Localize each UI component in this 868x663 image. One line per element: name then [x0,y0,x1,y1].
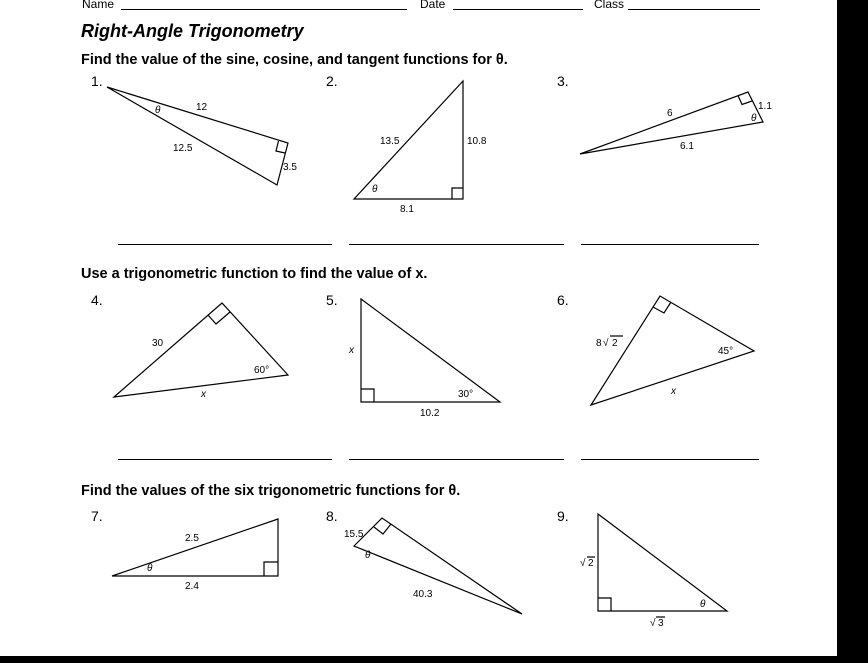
date-label: Date [420,0,446,11]
section-2-instruction: Use a trigonometric function to find the value of x. [81,266,428,282]
problem-4-number: 4. [91,292,103,308]
p7-angle-label: θ [147,563,153,574]
p1-side-short-label: 3.5 [283,162,297,173]
p8-angle-label: θ [365,550,371,561]
p5-unknown-label: x [349,345,354,356]
p8-hypotenuse-label: 40.3 [413,589,433,600]
p4-side-label: 30 [152,338,164,349]
viewer-frame-right [837,0,868,663]
problem-9-number: 9. [557,508,569,524]
triangle-5 [361,299,500,402]
p9-vertical-radicand: 2 [588,558,594,569]
p9-base-radicand: 3 [658,618,664,629]
p9-angle-label: θ [700,599,706,610]
p5-base-label: 10.2 [420,408,440,419]
worksheet-title: Right-Angle Trigonometry [81,21,304,41]
section-1-instruction: Find the value of the sine, cosine, and tangent functions for θ. [81,52,508,68]
p3-angle-label: θ [751,113,757,124]
right-angle-mark-5 [361,389,374,402]
problem-5-number: 5. [326,292,338,308]
p6-radical-sign: √ [603,338,609,349]
p1-angle-label: θ [155,105,161,116]
p9-radical-sign-b: √ [650,618,656,629]
p6-unknown-label: x [671,386,676,397]
viewer-frame-bottom [0,656,868,663]
class-label: Class [594,0,625,11]
triangle-4 [114,303,288,397]
right-angle-mark-8 [374,524,391,534]
p3-vertical-label: 1.1 [758,101,772,112]
right-angle-mark-2 [452,188,463,199]
section-3-instruction: Find the values of the six trigonometric functions for θ. [81,483,461,499]
p2-base-label: 8.1 [400,204,414,215]
p6-side-radicand: 2 [612,338,618,349]
p6-side-coefficient: 8 [596,338,602,349]
problem-2-number: 2. [326,73,338,89]
p4-unknown-label: x [201,389,206,400]
p2-hypotenuse-label: 13.5 [380,136,400,147]
triangle-2 [354,81,463,199]
p2-vertical-label: 10.8 [467,136,487,147]
triangle-9 [598,514,727,611]
problem-7-number: 7. [91,508,103,524]
p1-side-left-label: 12.5 [173,143,193,154]
p3-base-label: 6.1 [680,141,694,152]
p8-side-label: 15.5 [344,529,364,540]
problem-6-number: 6. [557,292,569,308]
p1-side-top-label: 12 [196,102,208,113]
p6-angle-label: 45° [718,346,734,357]
right-angle-mark-9 [598,598,611,611]
problem-3-number: 3. [557,73,569,89]
triangle-8 [354,518,522,614]
p7-base-label: 2.4 [185,581,199,592]
name-label: Name [82,0,115,11]
p7-hypotenuse-label: 2.5 [185,533,199,544]
p5-angle-label: 30° [458,389,474,400]
right-angle-mark-1 [276,141,285,153]
p9-radical-sign-a: √ [580,558,586,569]
right-angle-mark-7 [264,562,278,576]
p2-angle-label: θ [372,184,378,195]
triangle-3 [580,92,763,154]
p3-hypotenuse-label: 6 [667,108,673,119]
p4-angle-label: 60° [254,365,270,376]
problem-1-number: 1. [91,73,103,89]
right-angle-mark-4 [208,312,230,324]
problem-8-number: 8. [326,508,338,524]
triangle-7 [112,519,278,576]
